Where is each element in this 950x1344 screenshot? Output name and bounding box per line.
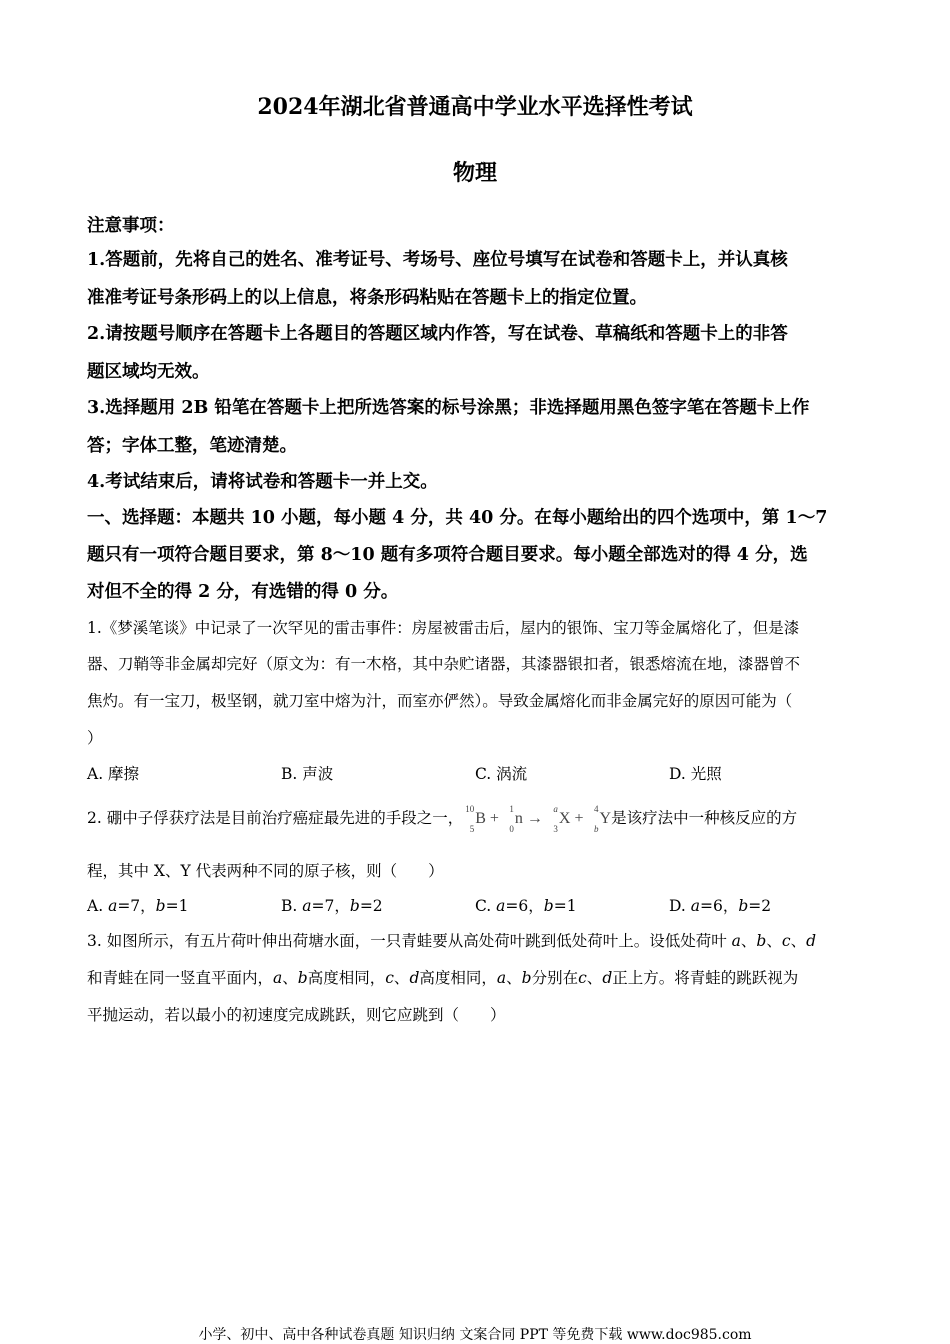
neutron-mass-number: 1 (509, 804, 514, 815)
section-instruction: 题只有一项符合题目要求，第 8～10 题有多项符合题目要求。每小题全部选对的得 4 分，选 (87, 545, 808, 565)
notice-line: 2.请按题号顺序在答题卡上各题目的答题区域内作答，写在试卷、草稿纸和答题卡上的非答 (87, 324, 788, 344)
section-instruction: 一、选择题：本题共 10 小题，每小题 4 分，共 40 分。在每小题给出的四个选项中，第 1～7 (87, 508, 828, 528)
q1-text: 器、刀鞘等非金属却完好（原文为：有一木格，其中杂贮诸器，其漆器银扣者，银悉熔流在地，漆器曾不 (87, 655, 801, 673)
notice-line: 题区域均无效。 (87, 362, 210, 382)
q1-text: 1.《梦溪笔谈》中记录了一次罕见的雷击事件：房屋被雷击后，屋内的银饰、宝刀等金属熔化了，但是漆 (87, 619, 800, 637)
q3-line3: 平抛运动，若以最小的初速度完成跳跃，则它应跳到（ ） (87, 1006, 506, 1024)
reaction-arrow: → (526, 810, 543, 827)
x-mass-number: a (553, 804, 558, 815)
q2-text-before: 2. 硼中子俘获疗法是目前治疗癌症最先进的手段之一， (87, 809, 464, 827)
q1-text: ） (87, 729, 103, 747)
q3-line1: 3. 如图所示，有五片荷叶伸出荷塘水面，一只青蛙要从高处荷叶跳到低处荷叶上。设低处荷叶 a、b、c、d (87, 932, 817, 950)
nuclear-reaction-formula (463, 804, 612, 835)
notice-line: 准准考证号条形码上的以上信息，将条形码粘贴在答题卡上的指定位置。 (87, 288, 647, 308)
subject-title: 物理 (452, 160, 497, 186)
q2-line2: 程，其中 X、Y 代表两种不同的原子核，则（ ） (87, 862, 444, 880)
q1-text: 焦灼。有一宝刀，极坚钢，就刀室中熔为汁，而室亦俨然）。导致金属熔化而非金属完好的原因可能为（ (87, 692, 793, 710)
q1-option-d: D. 光照 (669, 765, 722, 783)
q1-option-b: B. 声波 (281, 765, 334, 783)
q2-option-d: D. a=6，b=2 (669, 897, 772, 915)
y-atomic-number: b (594, 824, 599, 835)
plus-sign: + (574, 810, 584, 827)
q2-option-a: A. a=7，b=1 (87, 897, 189, 915)
x-atomic-number: 3 (553, 824, 558, 835)
notice-line: 1.答题前，先将自己的姓名、准考证号、考场号、座位号填写在试卷和答题卡上，并认真核 (87, 250, 788, 270)
q2-option-b: B. a=7，b=2 (281, 897, 383, 915)
boron-mass-number: 10 (465, 804, 475, 815)
neutron-symbol: n (514, 810, 523, 827)
section-instruction: 对但不全的得 2 分，有选错的得 0 分。 (87, 582, 399, 602)
y-mass-number: 4 (594, 804, 599, 815)
q2-line1 (87, 804, 867, 835)
q2-option-c: C. a=6，b=1 (475, 897, 577, 915)
notice-line: 4.考试结束后，请将试卷和答题卡一并上交。 (87, 472, 438, 492)
y-symbol: Y (599, 810, 612, 827)
boron-atomic-number: 5 (469, 824, 475, 835)
notice-heading: 注意事项： (87, 216, 175, 236)
x-symbol: X (558, 810, 571, 827)
plus-sign: + (489, 810, 499, 827)
q1-option-c: C. 涡流 (475, 765, 528, 783)
q2-text-after: 是该疗法中一种核反应的方 (611, 809, 798, 827)
q1-option-a: A. 摩擦 (87, 765, 140, 783)
exam-title: 2024年湖北省普通高中学业水平选择性考试 (257, 94, 693, 120)
notice-line: 3.选择题用 2B 铅笔在答题卡上把所选答案的标号涂黑；非选择题用黑色签字笔在答题卡上作 (87, 398, 810, 418)
page-footer: 小学、初中、高中各种试卷真题 知识归纳 文案合同 PPT 等免费下载 www.doc985.com (198, 1327, 752, 1343)
q3-line2: 和青蛙在同一竖直平面内，a、b高度相同，c、d高度相同，a、b分别在c、d正上方。将青蛙的跳跃视为 (87, 969, 799, 987)
notice-line: 答；字体工整，笔迹清楚。 (87, 436, 297, 456)
boron-symbol: B (475, 810, 486, 827)
neutron-charge-number: 0 (509, 824, 514, 835)
